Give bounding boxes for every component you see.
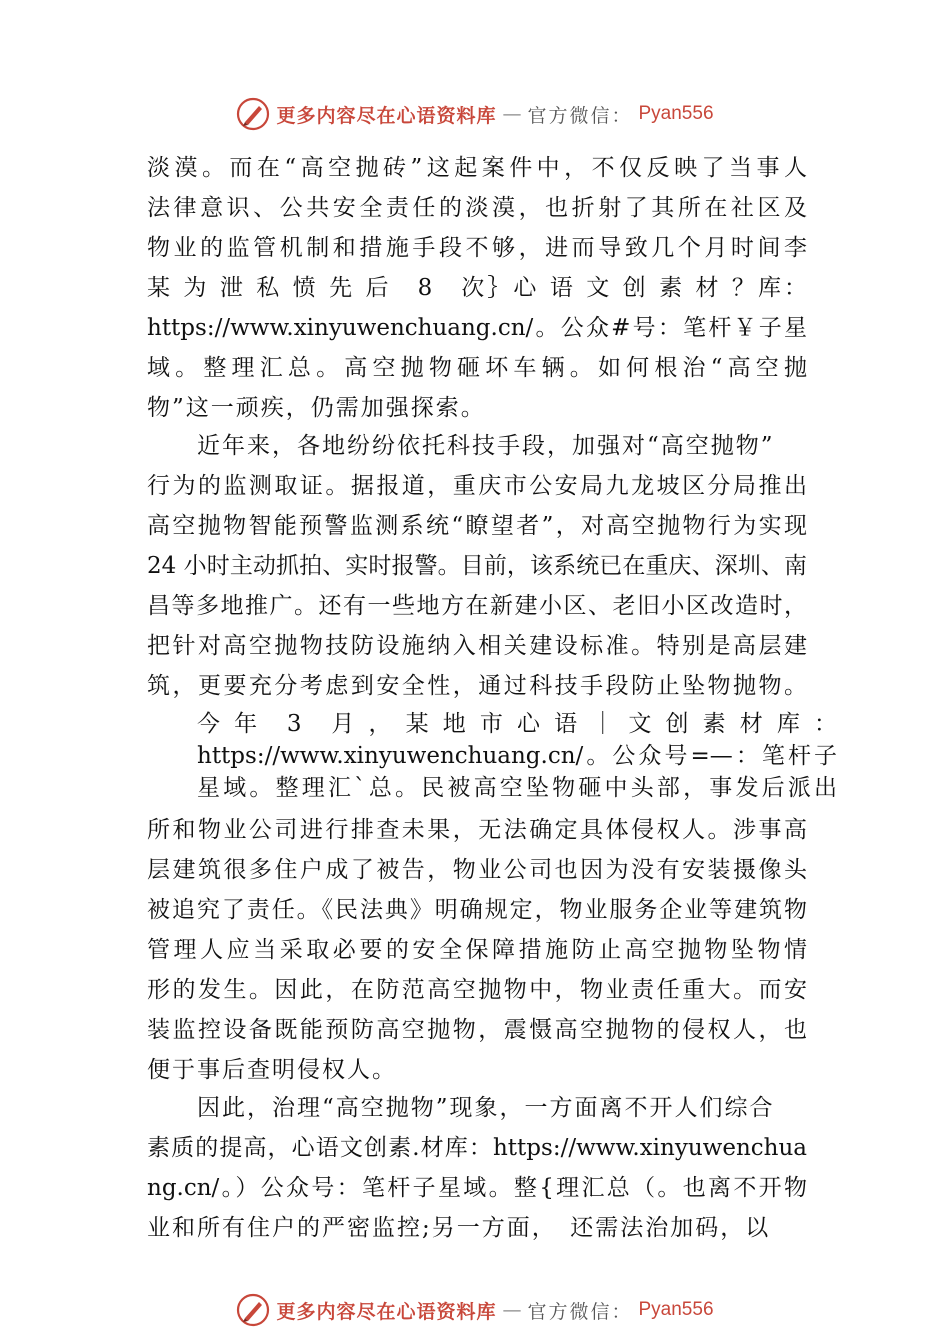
text-line: ng.cn/。）公众号：笔杆子星域。整{理汇总（。也离不开物: [147, 1175, 807, 1201]
text-line: 物业的监管机制和措施手段不够，进而导致几个月时间李: [147, 235, 807, 261]
text-line: 形的发生。因此，在防范高空抛物中，物业责任重大。而安: [147, 977, 807, 1003]
text-line: 淡漠。而在“高空抛砖”这起案件中，不仅反映了当事人: [147, 155, 807, 181]
text-line: 管理人应当采取必要的安全保障措施防止高空抛物坠物情: [147, 937, 807, 963]
pen-logo-icon: [236, 97, 270, 131]
text-line: 近年来，各地纷纷依托科技手段，加强对“高空抛物”: [147, 433, 775, 459]
text-line: 昌等多地推广。还有一些地方在新建小区、老旧小区改造时，: [147, 593, 807, 619]
text-line: 物”这一顽疾，仍需加强探索。: [147, 395, 486, 421]
text-line: 便于事后查明侵权人。: [147, 1057, 397, 1083]
text-line: 所和物业公司进行排查未果，无法确定具体侵权人。涉事高: [147, 817, 807, 843]
text-line: 被追究了责任。《民法典》明确规定，物业服务企业等建筑物: [147, 897, 807, 923]
banner-title: 更多内容尽在心语资料库: [276, 1300, 497, 1323]
text-line: 层建筑很多住户成了被告，物业公司也因为没有安装摄像头: [147, 857, 807, 883]
text-line: 域。整理汇总。高空抛物砸坏车辆。如何根治“高空抛: [147, 355, 807, 381]
text-line: 筑，更要充分考虑到安全性，通过科技手段防止坠物抛物。: [147, 673, 807, 699]
banner-label: 官方微信：: [527, 104, 633, 127]
text-line: 素质的提高，心语文创素.材库：https://www.xinyuwenchua: [147, 1135, 807, 1161]
text-line: 业和所有住户的严密监控;另一方面， 还需法治加码，以: [147, 1215, 771, 1241]
text-line: 行为的监测取证。据报道，重庆市公安局九龙坡区分局推出: [147, 473, 807, 499]
footer-banner: [0, 1290, 950, 1330]
text-line: 某 为 泄 私 愤 先 后 8 次｝心 语 文 创 素 材 ？库：: [147, 275, 807, 301]
text-line: 高空抛物智能预警监测系统“瞭望者”，对高空抛物行为实现: [147, 513, 807, 539]
banner-separator: —: [502, 1299, 522, 1321]
banner-wechat-id: Pyan556: [638, 1299, 714, 1320]
text-line: 装监控设备既能预防高空抛物，震慑高空抛物的侵权人，也: [147, 1017, 807, 1043]
header-banner: [0, 94, 950, 134]
text-line: 星域。整理汇`总。民被高空坠物砸中头部，事发后派出: [197, 775, 837, 801]
text-line: 24 小时主动抓拍、实时报警。目前，该系统已在重庆、深圳、南: [147, 553, 807, 579]
pen-logo-icon: [236, 1293, 270, 1327]
text-line: 今 年 3 月 ， 某 地 市 心 语 ｜ 文 创 素 材 库 ：: [197, 711, 837, 737]
banner-title: 更多内容尽在心语资料库: [276, 104, 497, 127]
text-line: https://www.xinyuwenchuang.cn/。公众#号：笔杆￥子星: [147, 315, 807, 341]
banner-label: 官方微信：: [527, 1300, 633, 1323]
text-line: https://www.xinyuwenchuang.cn/。公众号=—：笔杆子: [197, 743, 837, 769]
text-line: 把针对高空抛物技防设施纳入相关建设标准。特别是高层建: [147, 633, 807, 659]
text-line: 因此，治理“高空抛物”现象，一方面离不开人们综合: [147, 1095, 775, 1121]
banner-separator: —: [502, 103, 522, 125]
banner-wechat-id: Pyan556: [638, 103, 714, 124]
text-line: 法律意识、公共安全责任的淡漠，也折射了其所在社区及: [147, 195, 807, 221]
